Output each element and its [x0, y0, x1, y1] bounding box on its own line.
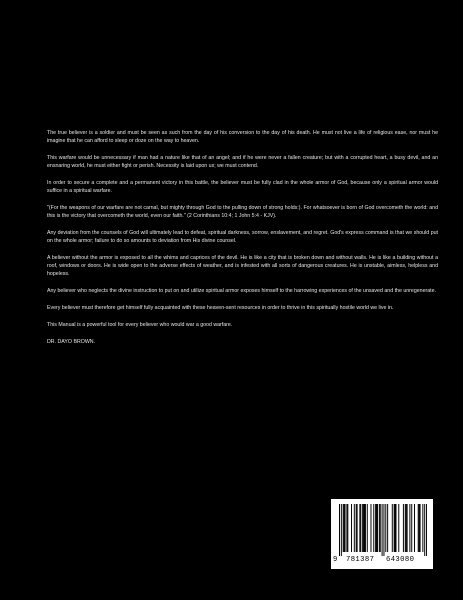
barcode-lead-digit: 9 — [333, 556, 338, 564]
paragraph-neglect: Any believer who neglects the divine instruction to put on and utilize spiritual armor exposes himself to the harrowing experiences of the unsaved and the unregenerate. — [47, 288, 437, 295]
barcode-digits — [331, 554, 433, 566]
barcode-bar — [359, 504, 360, 552]
barcode-bar — [339, 504, 340, 556]
barcode-bar — [373, 504, 374, 552]
paragraph-warfare-necessity: This warfare would be unnecessary if man had a nature like that of an angel; and if he were never a fallen creature; but with a corrupted heart, a busy devil, and an ensnaring world, he must either fight or perish. Necessity is laid upon us; we must contend. — [47, 155, 438, 170]
barcode-bar — [344, 504, 345, 552]
barcode-bar — [414, 504, 415, 552]
paragraph-deviation: Any deviation from the counsels of God will ultimately lead to defeat, spiritual darkness, sorrow, enslavement, and regret. God's express command is that we should put on the whole armor; failure to do so amounts to deviation from His divine counsel. — [47, 230, 438, 245]
barcode-bar — [351, 504, 352, 552]
barcode-bar — [403, 504, 404, 552]
paragraph-whole-armor: In order to secure a complete and a permanent victory in this battle, the believer must be fully clad in the whole armor of God, because only a spiritual armor would suffice in a spiritual warfare. — [47, 180, 438, 195]
barcode-bar — [377, 504, 378, 552]
barcode-bar — [411, 504, 412, 552]
barcode-bar — [376, 504, 377, 552]
paragraph-believer-without-armor: A believer without the armor is exposed to all the whims and caprices of the devil. He is like a city that is broken down and without walls. He is like a building without a roof, windows or doors. He is wide open to the adverse effects of weather, and is infested with all sorts of dangerous creatures. He is unstable, aimless, helpless and hopeless. — [47, 255, 438, 278]
barcode-bar — [362, 504, 363, 552]
barcode-bars — [339, 504, 427, 556]
barcode-bar — [345, 504, 346, 552]
barcode-bar — [395, 504, 396, 552]
barcode-bar — [379, 504, 380, 552]
barcode-bar — [426, 504, 427, 556]
barcode-bar — [405, 504, 406, 552]
barcode-bar — [418, 504, 419, 552]
barcode-bar — [409, 504, 410, 552]
paragraph-scripture-quote: "(For the weapons of our warfare are not carnal, but mighty through God to the pulling down of strong holds:). For whatsoever is born of God overcometh the world: and this is the victory that overcometh the world, even our faith." (2 Corinthians 10:4; 1 John 5:4 - KJV). — [47, 205, 438, 220]
paragraph-resources: Every believer must therefore get himself fully acquainted with these heaven-sent resources in order to thrive in this spiritually hostile world we live in. — [47, 305, 394, 311]
barcode-bar — [356, 504, 357, 552]
author-signature: DR. DAYO BROWN. — [47, 338, 96, 345]
barcode-bar — [406, 504, 407, 552]
barcode-bar — [360, 504, 361, 552]
barcode-bar — [341, 504, 342, 556]
barcode-bar — [365, 504, 366, 552]
barcode-bar — [375, 504, 376, 552]
barcode-bar — [354, 504, 355, 552]
barcode-bar — [363, 504, 364, 552]
barcode-bar — [370, 504, 371, 552]
barcode-bar — [398, 504, 399, 552]
barcode-bar — [424, 504, 425, 556]
barcode-bar — [419, 504, 420, 552]
barcode-bar — [392, 504, 393, 552]
barcode-bar — [382, 504, 383, 556]
barcode-bar — [394, 504, 395, 552]
barcode-bar — [422, 504, 423, 552]
barcode-bar — [420, 504, 421, 552]
barcode-bar — [346, 504, 347, 552]
barcode-bar — [343, 504, 344, 552]
back-cover-text — [47, 129, 438, 354]
isbn-barcode — [331, 499, 433, 569]
barcode-bar — [387, 504, 388, 552]
paragraph-soldier: The true believer is a soldier and must be seen as such from the day of his conversion to the day of his death. He must not live a life of religious ease, nor must he imagine that he can afford to sleep or doze on the way to heaven. — [47, 130, 438, 145]
barcode-bar — [407, 504, 408, 552]
barcode-bar — [380, 504, 381, 552]
barcode-left-group: 781387 — [346, 556, 375, 564]
barcode-bar — [383, 504, 384, 556]
barcode-bar — [347, 504, 348, 552]
barcode-bar — [396, 504, 397, 552]
barcode-bar — [364, 504, 365, 552]
barcode-right-group: 643080 — [386, 556, 415, 564]
paragraph-manual: This Manual is a powerful tool for every believer who would war a good warfare. — [47, 321, 233, 328]
barcode-bar — [367, 504, 368, 552]
barcode-bar — [357, 504, 358, 552]
barcode-bar — [385, 504, 386, 552]
